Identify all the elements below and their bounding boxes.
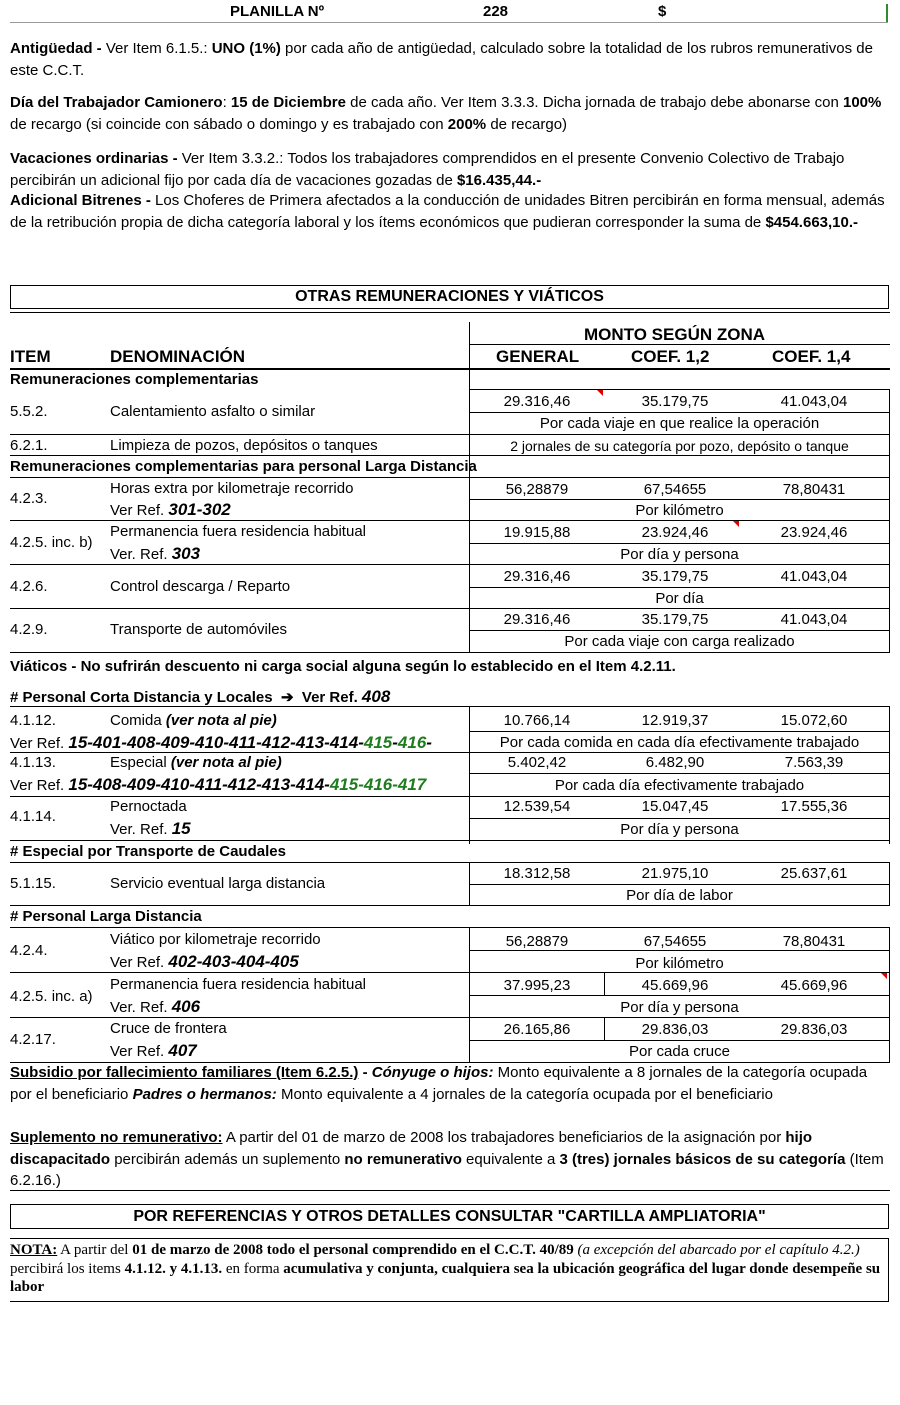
suplemento-paragraph: Suplemento no remunerativo: A partir del 01 de marzo de 2008 los trabajadores beneficiarios de la asignación por hijo discapacitado percibirán además un suplemento no remunerativo equivalente a 3 (tres) jornales básicos de su categoría (Item 6.2.16.): [10, 1129, 884, 1189]
dia-camionero-paragraph: Día del Trabajador Camionero: 15 de Diciembre de cada año. Ver Item 3.3.3. Dicha jornada de trabajo debe abonarse con 100% de recargo (si coincide con sábado o domingo y es trabajado con 200% de recargo): [10, 94, 882, 133]
section-rem-larga-distancia: Remuneraciones complementarias para personal Larga Distancia: [10, 458, 477, 475]
section-corta-distancia: # Personal Corta Distancia y Locales ➔ Ver Ref. 408: [10, 687, 391, 706]
table-title: OTRAS REMUNERACIONES Y VIÁTICOS: [10, 285, 889, 309]
vacaciones-paragraph: Vacaciones ordinarias - Ver Item 3.3.2.: Todos los trabajadores comprendidos en el presente Convenio Colectivo de Trabajo percibirán un adicional fijo por cada día de vacaciones gozadas de $16.435,44.-: [10, 150, 845, 189]
planilla-number: 228: [483, 3, 509, 20]
planilla-label: PLANILLA Nº: [230, 3, 325, 20]
bitrenes-paragraph: Adicional Bitrenes - Los Choferes de Primera afectados a la conducción de unidades Bitren percibirán en forma mensual, además de la retribución propia de dicha categoría laboral y los ítems económicos que pudieran corresponder la suma de $454.663,10.-: [10, 192, 885, 231]
coef12-header: COEF. 1,2: [631, 347, 710, 366]
section-rem-complementarias: Remuneraciones complementarias: [10, 371, 259, 388]
planilla-currency: $: [658, 3, 667, 20]
antiguedad-paragraph: Antigüedad - Ver Item 6.1.5.: UNO (1%) por cada año de antigüedad, calculado sobre la totalidad de los rubros remunerativos de este C.C.T.: [10, 40, 873, 79]
subsidio-paragraph: Subsidio por fallecimiento familiares (Item 6.2.5.) - Cónyuge o hijos: Monto equivalente a 8 jornales de la categoría ocupada por el beneficiario Padres o hermanos: Monto equivalente a 4 jornales de la categoría ocupada por el beneficiario: [10, 1064, 868, 1103]
section-larga-distancia: # Personal Larga Distancia: [10, 908, 202, 925]
coef14-header: COEF. 1,4: [772, 347, 851, 366]
arrow-right-icon: ➔: [280, 689, 294, 706]
general-header: GENERAL: [496, 347, 580, 366]
viaticos-note: Viáticos - No sufrirán descuento ni carga social alguna según lo establecido en el Item 4.2.11.: [10, 658, 676, 675]
nota-paragraph: NOTA: A partir del 01 de marzo de 2008 todo el personal comprendido en el C.C.T. 40/89 (a excepción del abarcado por el capítulo 4.2.) percibirá los items 4.1.12. y 4.1.13. en forma acumulativa y conjunta, cualquiera sea la ubicación geográfica del lugar donde desempeñe su labor: [10, 1242, 881, 1295]
item-header: ITEM: [10, 347, 51, 366]
referencias-box: POR REFERENCIAS Y OTROS DETALLES CONSULTAR "CARTILLA AMPLIATORIA": [10, 1204, 889, 1229]
monto-header: MONTO SEGÚN ZONA: [584, 325, 766, 344]
denominacion-header: DENOMINACIÓN: [110, 347, 246, 366]
section-especial-caudales: # Especial por Transporte de Caudales: [10, 843, 286, 860]
